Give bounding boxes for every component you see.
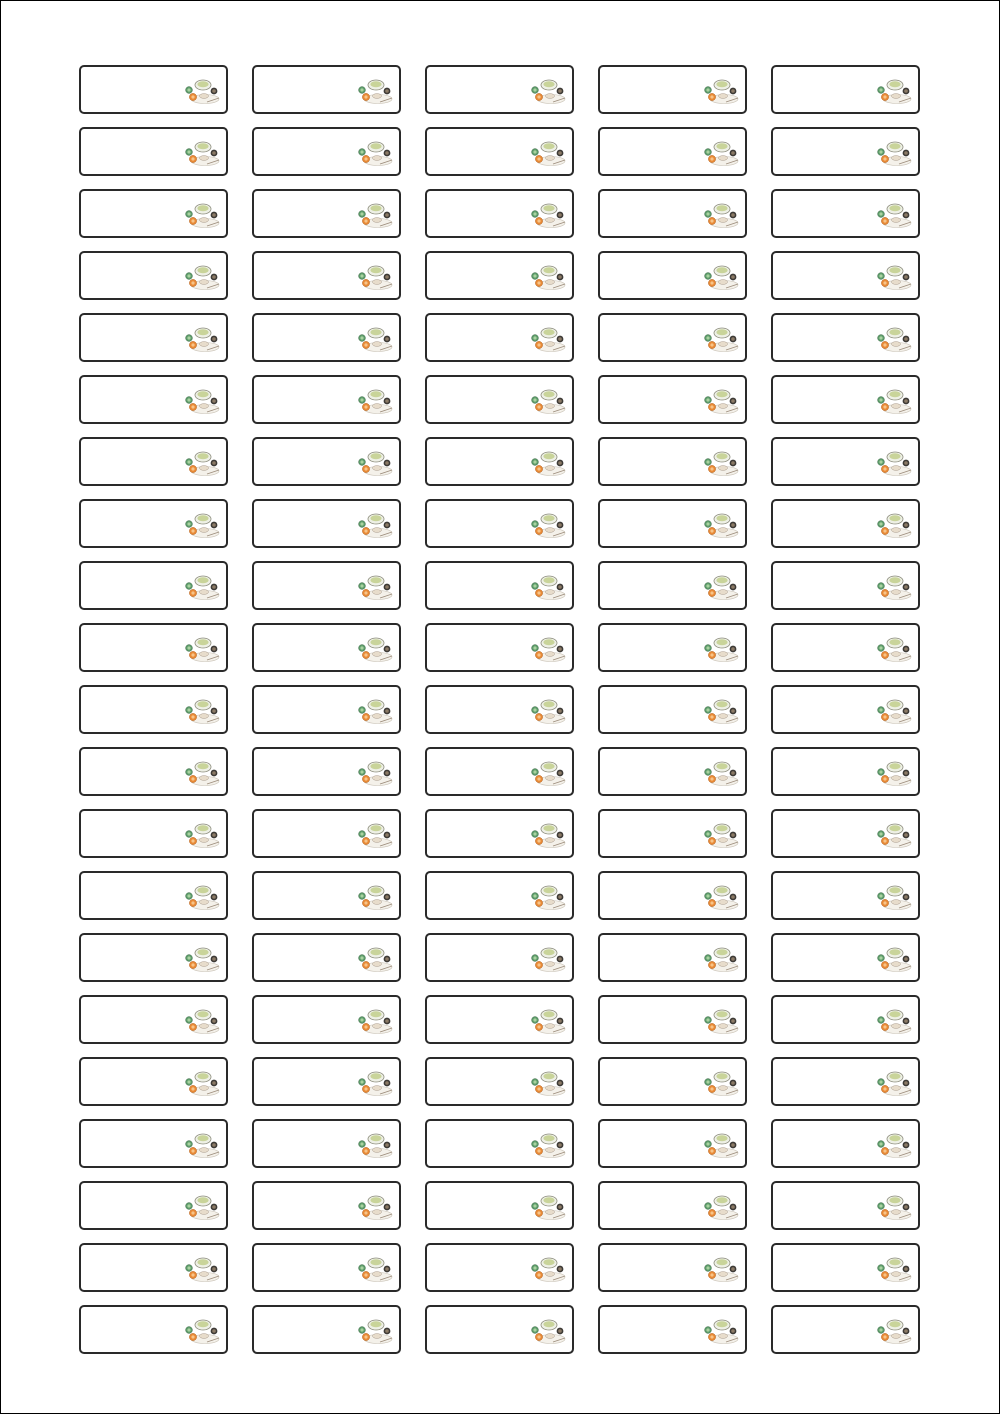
meal-illustration-icon [529,695,567,725]
meal-illustration-icon [529,75,567,105]
meal-illustration-icon [356,633,394,663]
meal-illustration-icon [356,571,394,601]
meal-illustration-icon [875,695,913,725]
meal-illustration-icon [702,509,740,539]
label-cell [598,561,747,610]
meal-illustration-icon [356,1129,394,1159]
label-cell [79,747,228,796]
label-cell [598,747,747,796]
label-cell [425,1305,574,1354]
label-cell [79,189,228,238]
label-cell [79,437,228,486]
label-cell [79,871,228,920]
meal-illustration-icon [702,943,740,973]
label-cell [252,1057,401,1106]
meal-illustration-icon [702,695,740,725]
meal-illustration-icon [183,633,221,663]
meal-illustration-icon [875,199,913,229]
label-cell [425,685,574,734]
meal-illustration-icon [875,943,913,973]
meal-illustration-icon [183,571,221,601]
label-cell [252,685,401,734]
meal-illustration-icon [702,757,740,787]
label-cell [771,251,920,300]
label-cell [771,809,920,858]
label-cell [425,1181,574,1230]
label-cell [79,1243,228,1292]
meal-illustration-icon [356,1191,394,1221]
label-cell [79,995,228,1044]
meal-illustration-icon [183,819,221,849]
meal-illustration-icon [702,447,740,477]
label-cell [598,685,747,734]
meal-illustration-icon [529,757,567,787]
label-cell [79,375,228,424]
meal-illustration-icon [702,633,740,663]
label-cell [771,1305,920,1354]
label-cell [425,933,574,982]
meal-illustration-icon [875,509,913,539]
label-cell [771,933,920,982]
label-cell [771,375,920,424]
label-cell [598,1305,747,1354]
label-cell [252,437,401,486]
meal-illustration-icon [183,943,221,973]
meal-illustration-icon [356,323,394,353]
label-cell [425,871,574,920]
meal-illustration-icon [529,571,567,601]
meal-illustration-icon [356,75,394,105]
label-cell [79,1057,228,1106]
meal-illustration-icon [356,385,394,415]
label-cell [425,65,574,114]
label-cell [771,623,920,672]
meal-illustration-icon [702,323,740,353]
label-cell [252,499,401,548]
label-cell [598,65,747,114]
meal-illustration-icon [702,385,740,415]
meal-illustration-icon [529,261,567,291]
label-cell [252,313,401,362]
label-cell [425,747,574,796]
label-cell [252,933,401,982]
label-cell [79,561,228,610]
label-cell [79,623,228,672]
meal-illustration-icon [875,1315,913,1345]
label-cell [598,437,747,486]
meal-illustration-icon [529,1191,567,1221]
label-cell [425,995,574,1044]
label-cell [252,1305,401,1354]
label-cell [79,1305,228,1354]
meal-illustration-icon [356,261,394,291]
label-cell [771,1181,920,1230]
meal-illustration-icon [183,881,221,911]
meal-illustration-icon [875,1191,913,1221]
meal-illustration-icon [356,943,394,973]
label-cell [771,1243,920,1292]
label-cell [425,499,574,548]
label-cell [252,1243,401,1292]
meal-illustration-icon [183,1129,221,1159]
label-cell [771,437,920,486]
meal-illustration-icon [875,261,913,291]
meal-illustration-icon [183,1315,221,1345]
label-cell [252,189,401,238]
meal-illustration-icon [356,509,394,539]
label-cell [598,933,747,982]
label-cell [598,809,747,858]
label-cell [252,375,401,424]
meal-illustration-icon [529,819,567,849]
label-cell [771,65,920,114]
meal-illustration-icon [875,633,913,663]
label-cell [252,65,401,114]
label-cell [771,499,920,548]
label-cell [771,189,920,238]
label-cell [771,1119,920,1168]
label-cell [425,1243,574,1292]
meal-illustration-icon [529,199,567,229]
meal-illustration-icon [529,1315,567,1345]
label-cell [771,561,920,610]
label-cell [425,809,574,858]
label-cell [252,561,401,610]
label-cell [79,685,228,734]
label-cell [425,127,574,176]
meal-illustration-icon [529,323,567,353]
meal-illustration-icon [875,571,913,601]
label-cell [425,561,574,610]
meal-illustration-icon [702,1191,740,1221]
label-cell [771,1057,920,1106]
meal-illustration-icon [183,323,221,353]
meal-illustration-icon [875,1253,913,1283]
meal-illustration-icon [356,447,394,477]
meal-illustration-icon [875,1005,913,1035]
label-cell [771,127,920,176]
meal-illustration-icon [183,695,221,725]
label-cell [771,747,920,796]
label-cell [425,189,574,238]
meal-illustration-icon [183,447,221,477]
meal-illustration-icon [356,1315,394,1345]
label-cell [771,313,920,362]
meal-illustration-icon [356,199,394,229]
meal-illustration-icon [875,1129,913,1159]
label-cell [79,313,228,362]
label-cell [425,623,574,672]
label-cell [252,809,401,858]
meal-illustration-icon [529,447,567,477]
meal-illustration-icon [875,819,913,849]
label-cell [79,127,228,176]
label-cell [252,251,401,300]
label-cell [771,995,920,1044]
meal-illustration-icon [183,199,221,229]
meal-illustration-icon [529,633,567,663]
meal-illustration-icon [702,199,740,229]
label-cell [79,499,228,548]
label-cell [252,623,401,672]
meal-illustration-icon [875,323,913,353]
meal-illustration-icon [702,1253,740,1283]
meal-illustration-icon [529,509,567,539]
meal-illustration-icon [875,137,913,167]
label-cell [252,1181,401,1230]
meal-illustration-icon [183,1067,221,1097]
label-cell [79,1181,228,1230]
meal-illustration-icon [702,1129,740,1159]
meal-illustration-icon [183,1253,221,1283]
label-cell [598,1119,747,1168]
meal-illustration-icon [529,943,567,973]
meal-illustration-icon [183,261,221,291]
label-cell [598,1243,747,1292]
meal-illustration-icon [356,757,394,787]
label-cell [425,313,574,362]
label-cell [598,871,747,920]
label-cell [598,189,747,238]
meal-illustration-icon [356,137,394,167]
meal-illustration-icon [356,1253,394,1283]
label-cell [79,65,228,114]
meal-illustration-icon [529,137,567,167]
meal-illustration-icon [183,1005,221,1035]
label-cell [425,1119,574,1168]
meal-illustration-icon [702,1315,740,1345]
meal-illustration-icon [356,1067,394,1097]
meal-illustration-icon [875,881,913,911]
meal-illustration-icon [183,757,221,787]
meal-illustration-icon [529,881,567,911]
label-cell [79,933,228,982]
label-cell [425,437,574,486]
label-cell [771,685,920,734]
label-cell [598,623,747,672]
label-cell [252,995,401,1044]
meal-illustration-icon [183,385,221,415]
meal-illustration-icon [702,261,740,291]
meal-illustration-icon [875,757,913,787]
label-cell [79,1119,228,1168]
label-cell [598,375,747,424]
label-cell [425,251,574,300]
meal-illustration-icon [356,881,394,911]
label-grid [79,65,920,1354]
meal-illustration-icon [529,1129,567,1159]
label-cell [79,809,228,858]
meal-illustration-icon [356,819,394,849]
meal-illustration-icon [702,75,740,105]
label-cell [598,499,747,548]
label-cell [598,127,747,176]
meal-illustration-icon [183,1191,221,1221]
label-cell [252,127,401,176]
label-cell [598,251,747,300]
label-cell [598,1181,747,1230]
meal-illustration-icon [702,1067,740,1097]
label-cell [252,1119,401,1168]
label-cell [598,995,747,1044]
meal-illustration-icon [702,137,740,167]
label-cell [252,871,401,920]
meal-illustration-icon [875,385,913,415]
meal-illustration-icon [702,571,740,601]
meal-illustration-icon [702,881,740,911]
meal-illustration-icon [529,385,567,415]
meal-illustration-icon [529,1253,567,1283]
meal-illustration-icon [183,509,221,539]
meal-illustration-icon [875,75,913,105]
meal-illustration-icon [183,75,221,105]
meal-illustration-icon [702,1005,740,1035]
meal-illustration-icon [702,819,740,849]
label-cell [771,871,920,920]
meal-illustration-icon [529,1005,567,1035]
meal-illustration-icon [356,695,394,725]
meal-illustration-icon [356,1005,394,1035]
label-cell [425,375,574,424]
meal-illustration-icon [529,1067,567,1097]
meal-illustration-icon [183,137,221,167]
label-cell [598,1057,747,1106]
meal-illustration-icon [875,1067,913,1097]
label-cell [425,1057,574,1106]
label-cell [598,313,747,362]
label-cell [252,747,401,796]
meal-illustration-icon [875,447,913,477]
label-cell [79,251,228,300]
